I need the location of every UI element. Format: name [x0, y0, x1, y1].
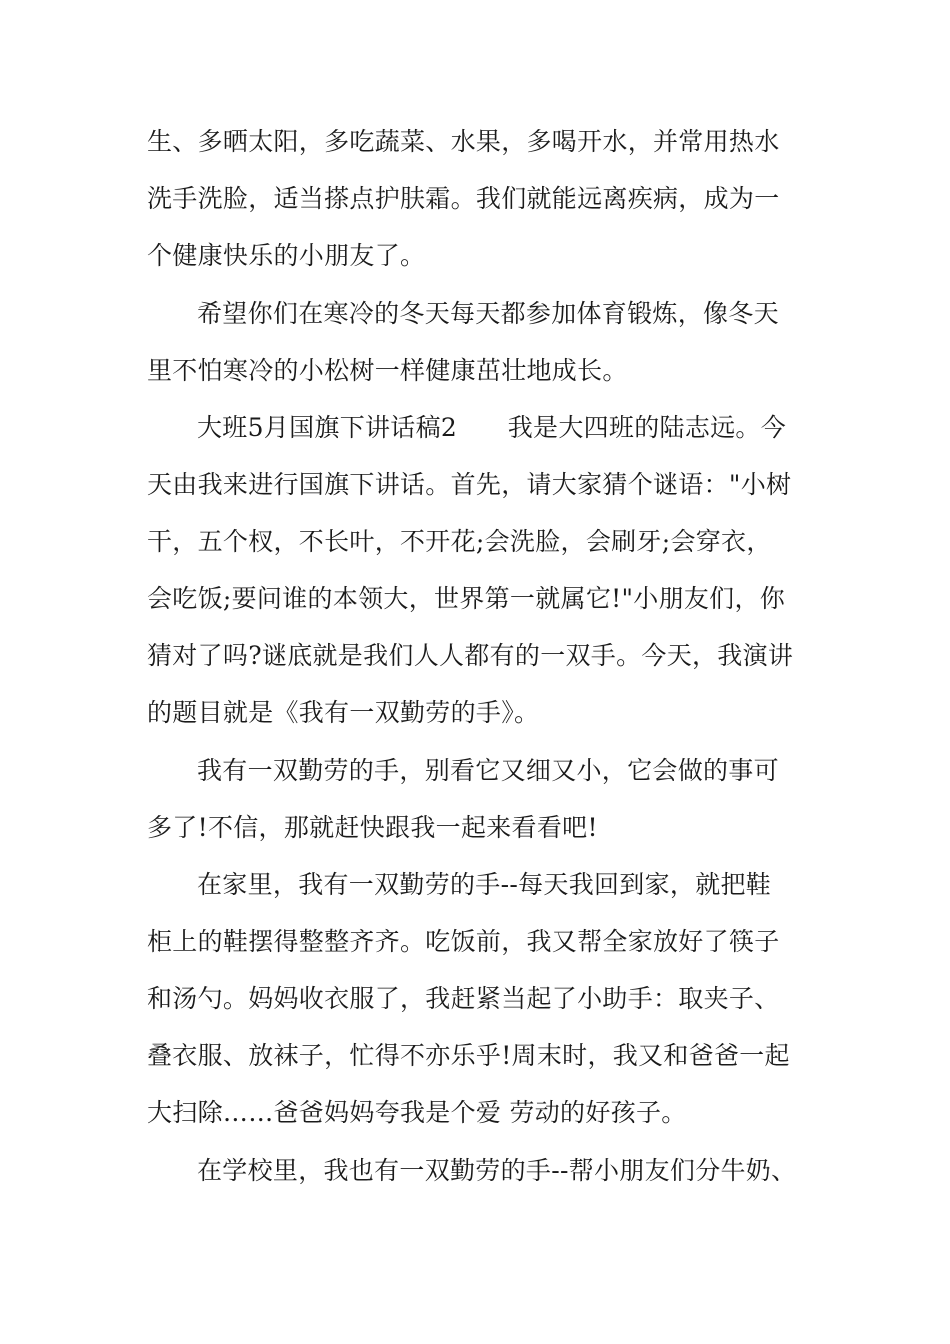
section-heading-line: 大班5月国旗下讲话稿2 我是大四班的陆志远。今: [197, 413, 787, 442]
text-line: 干，五个杈，不长叶，不开花;会洗脸，会刷牙;会穿衣，: [147, 527, 772, 556]
paragraph-first-line: 希望你们在寒冷的冬天每天都参加体育锻炼，像冬天: [197, 299, 779, 328]
text-line: 柜上的鞋摆得整整齐齐。吃饭前，我又帮全家放好了筷子: [147, 927, 780, 956]
text-line: 大扫除……爸爸妈妈夸我是个爱 劳动的好孩子。: [147, 1098, 687, 1127]
text-line: 洗手洗脸，适当搽点护肤霜。我们就能远离疾病，成为一: [147, 184, 780, 213]
text-line: 里不怕寒冷的小松树一样健康茁壮地成长。: [147, 356, 628, 385]
text-line: 会吃饭;要问谁的本领大，世界第一就属它!"小朋友们，你: [147, 584, 786, 613]
text-line: 猜对了吗?谜底就是我们人人都有的一双手。今天，我演讲: [147, 641, 794, 670]
paragraph-first-line: 我有一双勤劳的手，别看它又细又小，它会做的事可: [197, 756, 779, 785]
text-line: 天由我来进行国旗下讲话。首先，请大家猜个谜语："小树: [147, 470, 792, 499]
text-line: 生、多晒太阳，多吃蔬菜、水果，多喝开水，并常用热水: [147, 127, 780, 156]
text-line: 叠衣服、放袜子，忙得不亦乐乎!周末时，我又和爸爸一起: [147, 1041, 790, 1070]
paragraph-first-line: 在家里，我有一双勤劳的手--每天我回到家，就把鞋: [197, 870, 772, 899]
text-line: 个健康快乐的小朋友了。: [147, 241, 426, 270]
text-line: 多了!不信，那就赶快跟我一起来看看吧!: [147, 813, 598, 842]
text-line: 和汤勺。妈妈收衣服了，我赶紧当起了小助手：取夹子、: [147, 984, 780, 1013]
text-line: 的题目就是《我有一双勤劳的手》。: [147, 698, 540, 727]
paragraph-first-line: 在学校里，我也有一双勤劳的手--帮小朋友们分牛奶、: [197, 1156, 797, 1185]
